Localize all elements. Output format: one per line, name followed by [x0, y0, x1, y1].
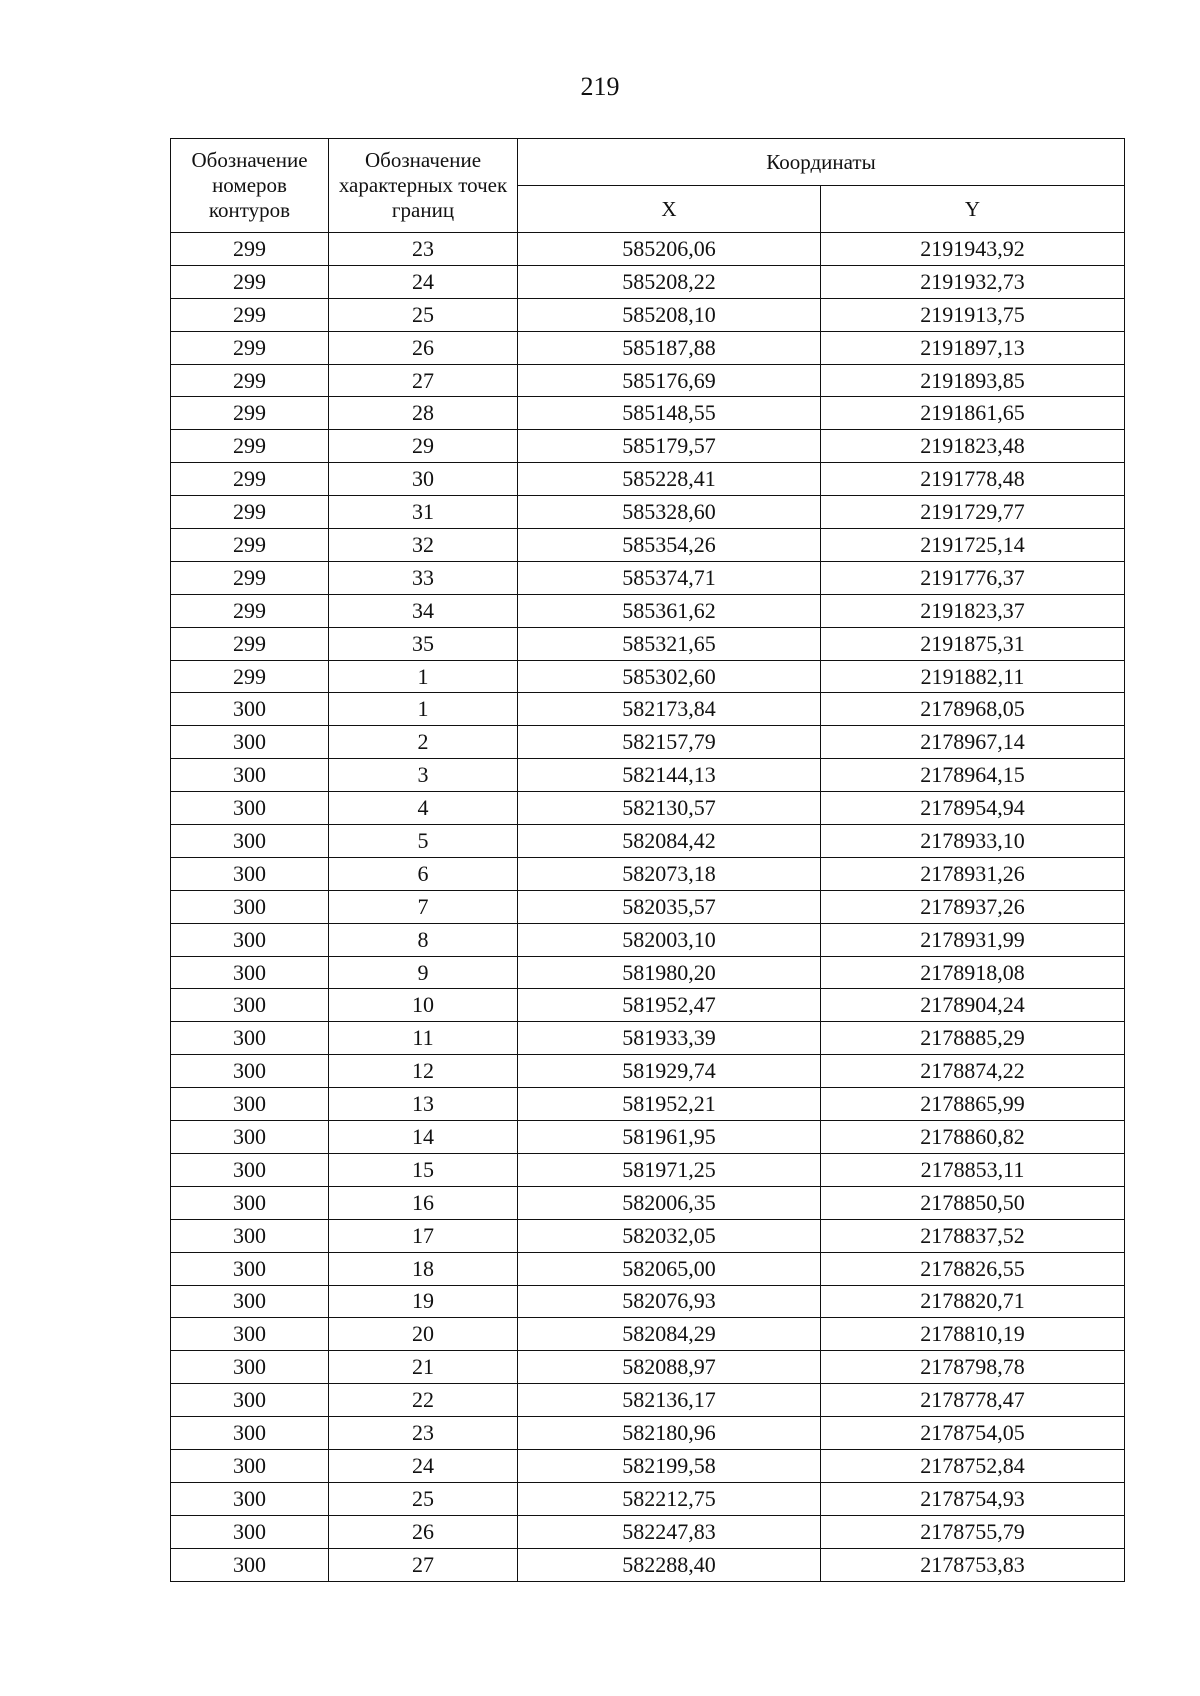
- cell-y-coordinate: 2178753,83: [821, 1548, 1125, 1581]
- table-row: [171, 1219, 1125, 1252]
- cell-contour-number: 300: [171, 956, 329, 989]
- cell-y-coordinate: 2191729,77: [821, 496, 1125, 529]
- coordinates-table: [170, 138, 1125, 1582]
- cell-y-coordinate: 2178826,55: [821, 1252, 1125, 1285]
- table-row: [171, 956, 1125, 989]
- cell-point-number: 31: [329, 496, 518, 529]
- cell-y-coordinate: 2178933,10: [821, 825, 1125, 858]
- cell-x-coordinate: 582035,57: [518, 890, 821, 923]
- table-row: [171, 331, 1125, 364]
- cell-contour-number: 300: [171, 825, 329, 858]
- cell-y-coordinate: 2178904,24: [821, 989, 1125, 1022]
- page-number: 219: [580, 72, 620, 101]
- cell-contour-number: 300: [171, 1351, 329, 1384]
- table-row: [171, 825, 1125, 858]
- table-row: [171, 1121, 1125, 1154]
- cell-y-coordinate: 2191778,48: [821, 463, 1125, 496]
- cell-x-coordinate: 582088,97: [518, 1351, 821, 1384]
- table-row: [171, 1318, 1125, 1351]
- cell-y-coordinate: 2178931,26: [821, 857, 1125, 890]
- table-row: [171, 233, 1125, 266]
- table-row: [171, 693, 1125, 726]
- cell-y-coordinate: 2191875,31: [821, 627, 1125, 660]
- table-row: [171, 430, 1125, 463]
- cell-contour-number: 299: [171, 529, 329, 562]
- cell-contour-number: 299: [171, 430, 329, 463]
- cell-x-coordinate: 582084,29: [518, 1318, 821, 1351]
- cell-contour-number: 300: [171, 1417, 329, 1450]
- cell-x-coordinate: 582247,83: [518, 1515, 821, 1548]
- cell-point-number: 29: [329, 430, 518, 463]
- cell-x-coordinate: 582076,93: [518, 1285, 821, 1318]
- header-coordinates: Координаты: [518, 139, 1125, 186]
- cell-point-number: 2: [329, 726, 518, 759]
- cell-y-coordinate: 2191882,11: [821, 660, 1125, 693]
- cell-y-coordinate: 2178918,08: [821, 956, 1125, 989]
- table-row: [171, 1417, 1125, 1450]
- cell-y-coordinate: 2178837,52: [821, 1219, 1125, 1252]
- cell-x-coordinate: 585148,55: [518, 397, 821, 430]
- cell-x-coordinate: 582136,17: [518, 1384, 821, 1417]
- cell-contour-number: 299: [171, 561, 329, 594]
- cell-x-coordinate: 582073,18: [518, 857, 821, 890]
- cell-point-number: 14: [329, 1121, 518, 1154]
- table-row: [171, 1252, 1125, 1285]
- cell-y-coordinate: 2178874,22: [821, 1055, 1125, 1088]
- cell-point-number: 1: [329, 693, 518, 726]
- cell-x-coordinate: 585179,57: [518, 430, 821, 463]
- table-row: [171, 529, 1125, 562]
- table-row: [171, 364, 1125, 397]
- cell-y-coordinate: 2178820,71: [821, 1285, 1125, 1318]
- header-contour-number: Обозначение номеров контуров: [171, 139, 329, 233]
- header-x: X: [518, 186, 821, 233]
- cell-x-coordinate: 582032,05: [518, 1219, 821, 1252]
- cell-y-coordinate: 2178778,47: [821, 1384, 1125, 1417]
- cell-y-coordinate: 2178850,50: [821, 1186, 1125, 1219]
- cell-x-coordinate: 582180,96: [518, 1417, 821, 1450]
- cell-y-coordinate: 2191823,48: [821, 430, 1125, 463]
- cell-point-number: 26: [329, 1515, 518, 1548]
- cell-point-number: 7: [329, 890, 518, 923]
- cell-point-number: 19: [329, 1285, 518, 1318]
- cell-point-number: 25: [329, 298, 518, 331]
- cell-point-number: 4: [329, 792, 518, 825]
- table-row: [171, 923, 1125, 956]
- cell-x-coordinate: 581929,74: [518, 1055, 821, 1088]
- cell-x-coordinate: 585361,62: [518, 594, 821, 627]
- cell-x-coordinate: 585354,26: [518, 529, 821, 562]
- table-row: [171, 890, 1125, 923]
- table-row: [171, 857, 1125, 890]
- table-row: [171, 265, 1125, 298]
- cell-contour-number: 300: [171, 1088, 329, 1121]
- cell-point-number: 11: [329, 1022, 518, 1055]
- cell-y-coordinate: 2178968,05: [821, 693, 1125, 726]
- cell-contour-number: 300: [171, 1318, 329, 1351]
- cell-point-number: 20: [329, 1318, 518, 1351]
- cell-x-coordinate: 582157,79: [518, 726, 821, 759]
- cell-point-number: 21: [329, 1351, 518, 1384]
- cell-x-coordinate: 582212,75: [518, 1482, 821, 1515]
- cell-x-coordinate: 585321,65: [518, 627, 821, 660]
- cell-contour-number: 300: [171, 792, 329, 825]
- cell-contour-number: 299: [171, 463, 329, 496]
- cell-x-coordinate: 582173,84: [518, 693, 821, 726]
- cell-contour-number: 300: [171, 857, 329, 890]
- cell-x-coordinate: 585176,69: [518, 364, 821, 397]
- cell-point-number: 35: [329, 627, 518, 660]
- cell-point-number: 23: [329, 233, 518, 266]
- cell-x-coordinate: 581952,47: [518, 989, 821, 1022]
- cell-x-coordinate: 582003,10: [518, 923, 821, 956]
- cell-contour-number: 300: [171, 1219, 329, 1252]
- cell-point-number: 17: [329, 1219, 518, 1252]
- cell-x-coordinate: 585228,41: [518, 463, 821, 496]
- cell-x-coordinate: 581980,20: [518, 956, 821, 989]
- table-row: [171, 1515, 1125, 1548]
- cell-x-coordinate: 581933,39: [518, 1022, 821, 1055]
- cell-point-number: 25: [329, 1482, 518, 1515]
- cell-contour-number: 300: [171, 1022, 329, 1055]
- cell-x-coordinate: 585206,06: [518, 233, 821, 266]
- cell-y-coordinate: 2178853,11: [821, 1153, 1125, 1186]
- cell-point-number: 22: [329, 1384, 518, 1417]
- cell-x-coordinate: 585328,60: [518, 496, 821, 529]
- cell-contour-number: 300: [171, 1252, 329, 1285]
- table-row: [171, 1449, 1125, 1482]
- cell-contour-number: 299: [171, 331, 329, 364]
- cell-point-number: 6: [329, 857, 518, 890]
- cell-contour-number: 300: [171, 989, 329, 1022]
- cell-y-coordinate: 2191725,14: [821, 529, 1125, 562]
- table-header: [171, 139, 1125, 233]
- header-y: Y: [821, 186, 1125, 233]
- cell-contour-number: 300: [171, 923, 329, 956]
- cell-point-number: 12: [329, 1055, 518, 1088]
- cell-contour-number: 300: [171, 1515, 329, 1548]
- cell-point-number: 18: [329, 1252, 518, 1285]
- cell-x-coordinate: 585187,88: [518, 331, 821, 364]
- table-body: [171, 233, 1125, 1582]
- cell-contour-number: 300: [171, 1449, 329, 1482]
- cell-x-coordinate: 582084,42: [518, 825, 821, 858]
- cell-point-number: 30: [329, 463, 518, 496]
- cell-contour-number: 300: [171, 1121, 329, 1154]
- cell-y-coordinate: 2191776,37: [821, 561, 1125, 594]
- cell-point-number: 24: [329, 265, 518, 298]
- cell-point-number: 10: [329, 989, 518, 1022]
- table-row: [171, 1548, 1125, 1581]
- cell-x-coordinate: 581971,25: [518, 1153, 821, 1186]
- cell-x-coordinate: 582288,40: [518, 1548, 821, 1581]
- cell-x-coordinate: 582144,13: [518, 759, 821, 792]
- cell-point-number: 24: [329, 1449, 518, 1482]
- cell-y-coordinate: 2178967,14: [821, 726, 1125, 759]
- cell-point-number: 5: [329, 825, 518, 858]
- cell-x-coordinate: 581961,95: [518, 1121, 821, 1154]
- cell-point-number: 3: [329, 759, 518, 792]
- cell-contour-number: 300: [171, 1384, 329, 1417]
- table-row: [171, 1088, 1125, 1121]
- cell-contour-number: 300: [171, 1548, 329, 1581]
- cell-contour-number: 299: [171, 364, 329, 397]
- cell-y-coordinate: 2191897,13: [821, 331, 1125, 364]
- table-row: [171, 726, 1125, 759]
- cell-y-coordinate: 2178754,05: [821, 1417, 1125, 1450]
- cell-y-coordinate: 2178885,29: [821, 1022, 1125, 1055]
- cell-y-coordinate: 2178954,94: [821, 792, 1125, 825]
- table-row: [171, 397, 1125, 430]
- cell-contour-number: 300: [171, 1153, 329, 1186]
- cell-point-number: 9: [329, 956, 518, 989]
- cell-contour-number: 300: [171, 1055, 329, 1088]
- cell-point-number: 28: [329, 397, 518, 430]
- table-row: [171, 1186, 1125, 1219]
- table-row: [171, 496, 1125, 529]
- cell-contour-number: 300: [171, 1285, 329, 1318]
- cell-contour-number: 300: [171, 759, 329, 792]
- cell-y-coordinate: 2178798,78: [821, 1351, 1125, 1384]
- cell-x-coordinate: 585302,60: [518, 660, 821, 693]
- cell-contour-number: 299: [171, 660, 329, 693]
- table-row: [171, 759, 1125, 792]
- table-row: [171, 298, 1125, 331]
- cell-y-coordinate: 2178931,99: [821, 923, 1125, 956]
- cell-contour-number: 300: [171, 726, 329, 759]
- table-row: [171, 989, 1125, 1022]
- cell-y-coordinate: 2178964,15: [821, 759, 1125, 792]
- table-row: [171, 561, 1125, 594]
- cell-x-coordinate: 582199,58: [518, 1449, 821, 1482]
- cell-contour-number: 299: [171, 496, 329, 529]
- cell-point-number: 26: [329, 331, 518, 364]
- table-row: [171, 1482, 1125, 1515]
- cell-x-coordinate: 585208,22: [518, 265, 821, 298]
- cell-contour-number: 300: [171, 1186, 329, 1219]
- cell-point-number: 34: [329, 594, 518, 627]
- cell-y-coordinate: 2178755,79: [821, 1515, 1125, 1548]
- cell-point-number: 16: [329, 1186, 518, 1219]
- cell-contour-number: 300: [171, 890, 329, 923]
- cell-x-coordinate: 581952,21: [518, 1088, 821, 1121]
- cell-contour-number: 299: [171, 298, 329, 331]
- table-row: [171, 1153, 1125, 1186]
- cell-y-coordinate: 2178937,26: [821, 890, 1125, 923]
- table-row: [171, 1351, 1125, 1384]
- cell-point-number: 13: [329, 1088, 518, 1121]
- cell-contour-number: 300: [171, 1482, 329, 1515]
- cell-y-coordinate: 2191893,85: [821, 364, 1125, 397]
- cell-point-number: 1: [329, 660, 518, 693]
- cell-point-number: 15: [329, 1153, 518, 1186]
- cell-contour-number: 299: [171, 265, 329, 298]
- table-row: [171, 792, 1125, 825]
- cell-point-number: 8: [329, 923, 518, 956]
- table-row: [171, 463, 1125, 496]
- cell-y-coordinate: 2191913,75: [821, 298, 1125, 331]
- cell-x-coordinate: 582006,35: [518, 1186, 821, 1219]
- table-row: [171, 1022, 1125, 1055]
- cell-y-coordinate: 2178754,93: [821, 1482, 1125, 1515]
- cell-contour-number: 299: [171, 594, 329, 627]
- cell-x-coordinate: 582065,00: [518, 1252, 821, 1285]
- cell-contour-number: 299: [171, 397, 329, 430]
- cell-y-coordinate: 2178865,99: [821, 1088, 1125, 1121]
- cell-y-coordinate: 2178810,19: [821, 1318, 1125, 1351]
- table-row: [171, 1285, 1125, 1318]
- cell-x-coordinate: 585208,10: [518, 298, 821, 331]
- cell-y-coordinate: 2191823,37: [821, 594, 1125, 627]
- table-row: [171, 627, 1125, 660]
- header-boundary-point: Обозначение характерных точек границ: [329, 139, 518, 233]
- cell-y-coordinate: 2191932,73: [821, 265, 1125, 298]
- cell-y-coordinate: 2191861,65: [821, 397, 1125, 430]
- cell-contour-number: 300: [171, 693, 329, 726]
- cell-point-number: 33: [329, 561, 518, 594]
- cell-y-coordinate: 2178752,84: [821, 1449, 1125, 1482]
- table-row: [171, 1384, 1125, 1417]
- table-row: [171, 1055, 1125, 1088]
- cell-point-number: 23: [329, 1417, 518, 1450]
- table-row: [171, 594, 1125, 627]
- cell-point-number: 27: [329, 364, 518, 397]
- cell-point-number: 32: [329, 529, 518, 562]
- cell-contour-number: 299: [171, 627, 329, 660]
- cell-y-coordinate: 2191943,92: [821, 233, 1125, 266]
- cell-x-coordinate: 582130,57: [518, 792, 821, 825]
- cell-y-coordinate: 2178860,82: [821, 1121, 1125, 1154]
- cell-point-number: 27: [329, 1548, 518, 1581]
- table-row: [171, 660, 1125, 693]
- cell-contour-number: 299: [171, 233, 329, 266]
- cell-x-coordinate: 585374,71: [518, 561, 821, 594]
